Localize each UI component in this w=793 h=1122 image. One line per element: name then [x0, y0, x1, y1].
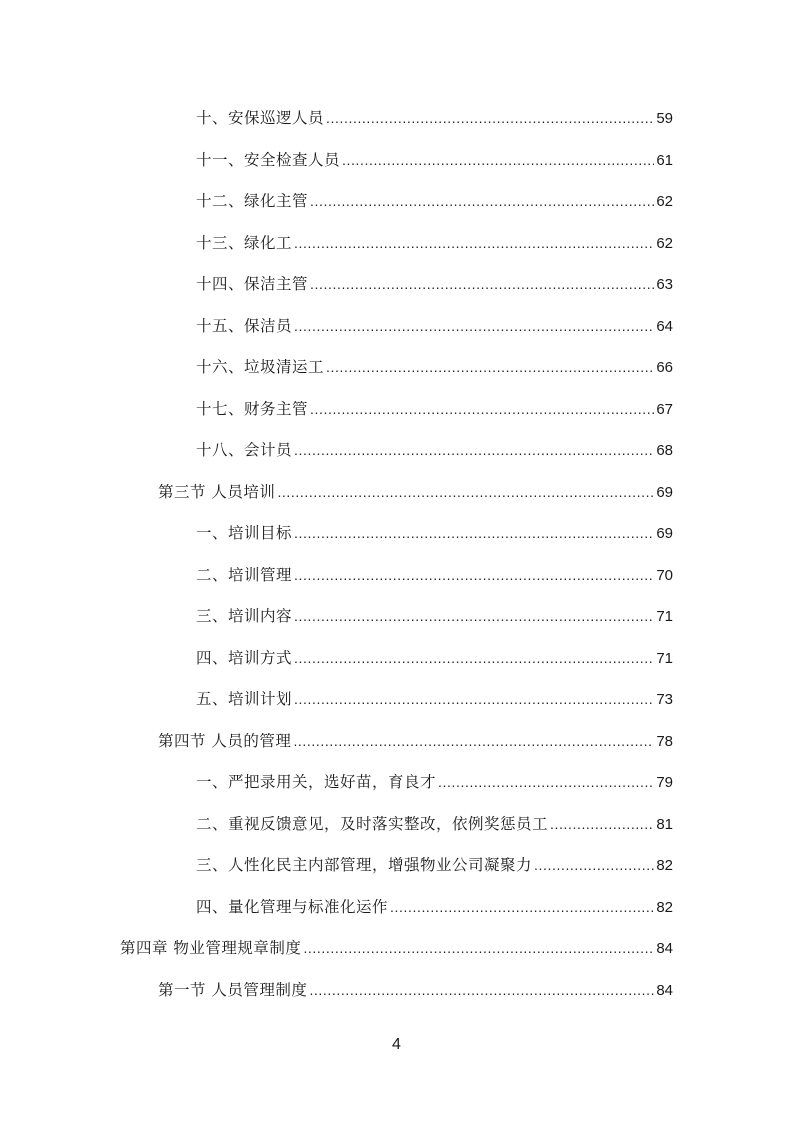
- toc-dot-leader: [438, 768, 654, 796]
- toc-dot-leader: [303, 934, 654, 962]
- toc-entry-title: 第四章 物业管理规章制度: [120, 939, 302, 957]
- toc-entry-title: 三、培训内容: [196, 607, 293, 625]
- toc-dot-leader: [309, 976, 654, 1004]
- toc-entry-page: 62: [656, 193, 673, 210]
- toc-entry[interactable]: [196, 187, 673, 215]
- toc-dot-leader: [294, 602, 654, 630]
- toc-entry-page: 79: [656, 774, 673, 791]
- toc-entry-page: 59: [656, 110, 673, 127]
- toc-entry-page: 64: [656, 317, 673, 335]
- toc-entry[interactable]: [196, 561, 673, 589]
- toc-entry[interactable]: [196, 810, 673, 838]
- toc-entry-title: 四、量化管理与标准化运作: [196, 897, 389, 916]
- toc-dot-leader: [294, 229, 654, 257]
- toc-dot-leader: [294, 561, 654, 589]
- toc-entry-page: 69: [656, 525, 673, 542]
- toc-section-entry[interactable]: [158, 976, 673, 1004]
- toc-dot-leader: [310, 187, 654, 215]
- toc-entry[interactable]: [196, 312, 673, 340]
- toc-entry-page: 63: [656, 276, 673, 293]
- toc-entry[interactable]: [196, 851, 673, 879]
- toc-entry-page: 82: [656, 898, 673, 916]
- toc-dot-leader: [390, 893, 654, 921]
- toc-entry[interactable]: [196, 644, 673, 672]
- toc-entry-page: 66: [656, 359, 673, 376]
- toc-entry-title: 十八、会计员: [196, 441, 293, 459]
- toc-entry-title: 四、培训方式: [196, 648, 293, 667]
- toc-dot-leader: [326, 104, 654, 132]
- toc-entry-title: 十六、垃圾清运工: [196, 358, 325, 376]
- toc-entry-page: 81: [656, 815, 673, 833]
- toc-entry[interactable]: [196, 104, 673, 132]
- toc-dot-leader: [277, 478, 654, 506]
- toc-entry-title: 三、人性化民主内部管理，增强物业公司凝聚力: [196, 856, 533, 874]
- toc-dot-leader: [293, 727, 654, 755]
- toc-entry[interactable]: [196, 395, 673, 423]
- toc-dot-leader: [294, 519, 654, 547]
- toc-entry-page: 82: [656, 857, 673, 874]
- toc-entry[interactable]: [196, 602, 673, 630]
- toc-entry[interactable]: [196, 893, 673, 921]
- toc-entry-title: 十三、绿化工: [196, 233, 293, 252]
- toc-entry[interactable]: [196, 685, 673, 713]
- toc-entry-title: 十一、安全检查人员: [196, 150, 341, 169]
- toc-entry-title: 十、安保巡逻人员: [196, 109, 325, 127]
- toc-dot-leader: [294, 436, 654, 464]
- toc-dot-leader: [294, 685, 654, 713]
- toc-entry-page: 73: [656, 691, 673, 708]
- toc-dot-leader: [310, 395, 654, 423]
- page-number-footer: 4: [392, 1036, 401, 1053]
- toc-dot-leader: [310, 270, 654, 298]
- toc-chapter-entry[interactable]: [120, 934, 673, 962]
- toc-entry-page: 84: [656, 981, 673, 999]
- toc-entry-page: 71: [656, 649, 673, 667]
- toc-entry[interactable]: [196, 353, 673, 381]
- toc-entry-title: 十五、保洁员: [196, 316, 293, 335]
- toc-dot-leader: [342, 146, 654, 174]
- toc-entry-page: 68: [656, 442, 673, 459]
- toc-entry-title: 一、培训目标: [196, 524, 293, 542]
- toc-entry-title: 二、培训管理: [196, 565, 293, 584]
- toc-dot-leader: [326, 353, 654, 381]
- toc-dot-leader: [294, 644, 654, 672]
- toc-dot-leader: [550, 810, 654, 838]
- toc-entry-title: 第四节 人员的管理: [158, 731, 292, 750]
- toc-entry-title: 一、严把录用关，选好苗，育良才: [196, 773, 437, 791]
- toc-entry[interactable]: [196, 519, 673, 547]
- toc-entry-page: 62: [656, 234, 673, 252]
- toc-entry[interactable]: [196, 270, 673, 298]
- toc-entry-title: 十七、财务主管: [196, 399, 309, 418]
- toc-entry[interactable]: [196, 229, 673, 257]
- toc-entry-page: 67: [656, 400, 673, 418]
- toc-dot-leader: [294, 312, 654, 340]
- toc-section-entry[interactable]: [158, 478, 673, 506]
- toc-entry-title: 第一节 人员管理制度: [158, 980, 308, 999]
- toc-entry-title: 二、重视反馈意见，及时落实整改，依例奖惩员工: [196, 814, 549, 833]
- toc-entry-title: 十四、保洁主管: [196, 275, 309, 293]
- toc-entry-page: 70: [656, 566, 673, 584]
- toc-entry[interactable]: [196, 768, 673, 796]
- toc-dot-leader: [534, 851, 654, 879]
- toc-entry-page: 61: [656, 151, 673, 169]
- toc-entry-page: 78: [656, 732, 673, 750]
- toc-entry[interactable]: [196, 146, 673, 174]
- toc-entry-title: 十二、绿化主管: [196, 192, 309, 210]
- toc-entry-page: 84: [656, 940, 673, 957]
- toc-entry-page: 69: [656, 483, 673, 501]
- toc-entry[interactable]: [196, 436, 673, 464]
- toc-section-entry[interactable]: [158, 727, 673, 755]
- toc-entry-title: 五、培训计划: [196, 690, 293, 708]
- toc-entry-page: 71: [656, 608, 673, 625]
- toc-entry-title: 第三节 人员培训: [158, 482, 276, 501]
